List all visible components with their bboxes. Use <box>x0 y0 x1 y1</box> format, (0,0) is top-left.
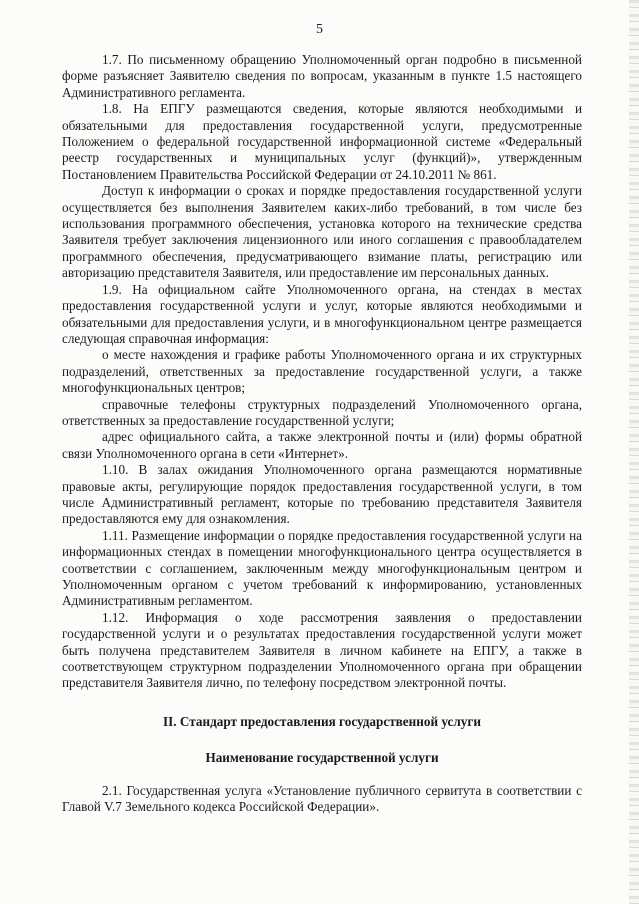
subsection-heading: Наименование государственной услуги <box>205 750 439 766</box>
scan-edge-artifact <box>629 0 639 904</box>
paragraph-2-1: 2.1. Государственная услуга «Установление публичного сервитута в соответствии с Главой V.7 Земельного кодекса Российской Федерации». <box>62 782 582 815</box>
list-item-location: о месте нахождения и графике работы Уполномоченного органа и их структурных подразделений, ответственных за предоставление государственной услуги, а также многофункциональных центров; <box>62 347 582 396</box>
document-body <box>62 52 582 815</box>
list-item-phones: справочные телефоны структурных подразделений Уполномоченного органа, ответственных за предоставление государственной услуги; <box>62 396 582 428</box>
section-heading: II. Стандарт предоставления государственной услуги <box>163 713 481 729</box>
paragraph-1-10: 1.10. В залах ожидания Уполномоченного органа размещаются нормативные правовые акты, регулирующие порядок предоставления государственной услуги, в том числе Административный регламент, которые по требованию представителя Заявителя предоставляются ему для ознакомления. <box>62 462 582 527</box>
list-item-website: адрес официального сайта, а также электронной почты и (или) формы обратной связи Уполномоченного органа в сети «Интернет». <box>62 429 582 461</box>
paragraph-1-12: 1.12. Информация о ходе рассмотрения заявления о предоставлении государственной услуги и о результатах предоставления государственной услуги может быть получена представителем Заявителя в личном кабинете на ЕПГУ, а также в соответствующем структурном подразделении Уполномоченного органа при обращении представителя Заявителя лично, по телефону посредством электронной почты. <box>62 609 582 691</box>
paragraph-1-8: 1.8. На ЕПГУ размещаются сведения, которые являются необходимыми и обязательными для предоставления государственной услуги, предусмотренные Положением о федеральной государственной информационной системе «Федеральный реестр государственных и муниципальных услуг (функций)», утвержденным Постановлением Правительства Российской Федерации от 24.10.2011 № 861. <box>62 101 582 182</box>
paragraph-1-9: 1.9. На официальном сайте Уполномоченного органа, на стендах в местах предоставления государственной услуги и услуг, которые являются необходимыми и обязательными для предоставления услуги, и в многофункциональном центре размещается следующая справочная информация: <box>62 281 582 346</box>
page-number: 5 <box>316 22 323 37</box>
paragraph-1-11: 1.11. Размещение информации о порядке предоставления государственной услуги на информационных стендах в помещении многофункционального центра осуществляется в соответствии с соглашением, заключенным между многофункциональным центром и Уполномоченным органом с учетом требований к информированию, установленных Административным регламентом. <box>62 527 582 609</box>
paragraph-access-info: Доступ к информации о сроках и порядке предоставления государственной услуги осуществляется без выполнения Заявителем каких-либо требований, в том числе без использования программного обеспечения, установка которого на технические средства Заявителя требует заключения лицензионного или иного соглашения с правообладателем программного обеспечения, предусматривающего взимание платы, регистрацию или авторизацию представителя Заявителя, или предоставление им персональных данных. <box>62 183 582 281</box>
paragraph-1-7: 1.7. По письменному обращению Уполномоченный орган подробно в письменной форме разъясняет Заявителю сведения по вопросам, указанным в пункте 1.5 настоящего Административного регламента. <box>62 52 582 100</box>
